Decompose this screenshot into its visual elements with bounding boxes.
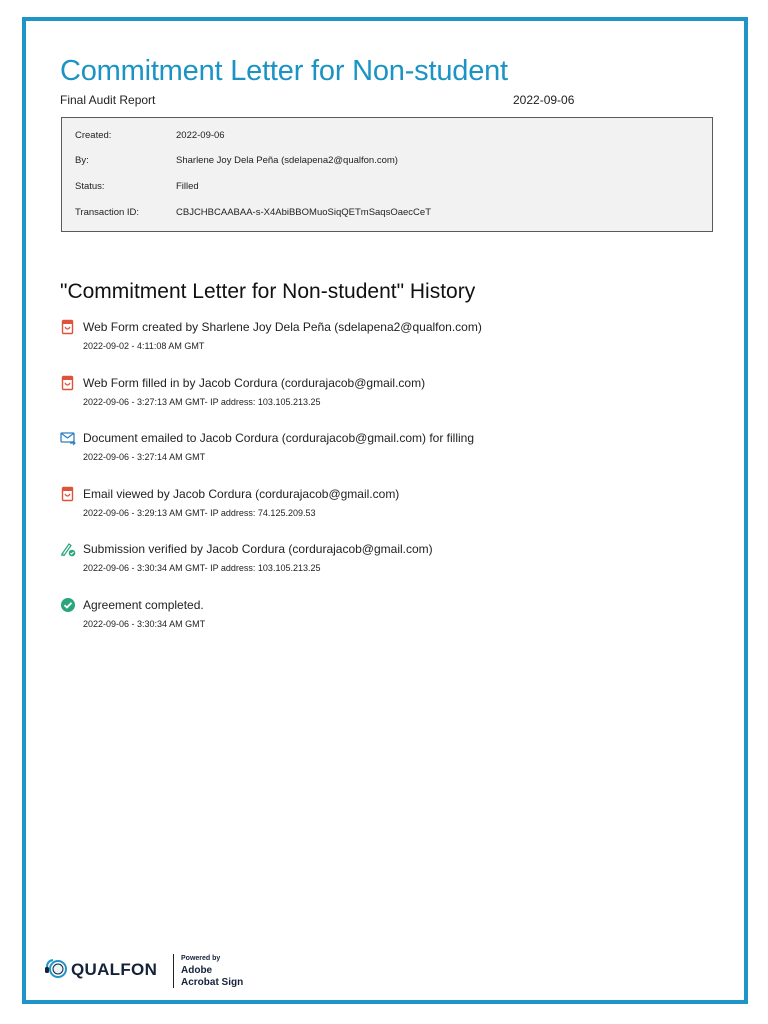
check-circle-icon: [60, 597, 76, 613]
adobe-acrobat-sign-logo: [181, 965, 243, 989]
event-timestamp: 2022-09-06 - 3:29:13 AM GMT- IP address: 74.125.209.53: [83, 508, 316, 518]
event-timestamp: 2022-09-06 - 3:30:34 AM GMT- IP address: 103.105.213.25: [83, 563, 321, 573]
event-description: Web Form created by Sharlene Joy Dela Peña (sdelapena2@qualfon.com): [83, 320, 482, 334]
event-description: Email viewed by Jacob Cordura (cordurajacob@gmail.com): [83, 487, 400, 501]
event-description: Web Form filled in by Jacob Cordura (cordurajacob@gmail.com): [83, 376, 426, 390]
summary-label: Created:: [75, 130, 112, 141]
history-event: [60, 430, 720, 470]
summary-row-transaction-id: [62, 207, 712, 225]
history-event: [60, 541, 720, 581]
event-description: Document emailed to Jacob Cordura (cordurajacob@gmail.com) for filling: [83, 431, 475, 445]
event-timestamp: 2022-09-06 - 3:27:13 AM GMT- IP address: 103.105.213.25: [83, 397, 321, 407]
footer: [44, 950, 264, 990]
footer-divider: [173, 954, 174, 988]
event-description: Agreement completed.: [83, 598, 204, 612]
product-name-line1: Adobe: [181, 965, 213, 976]
summary-value: 2022-09-06: [176, 130, 225, 141]
event-timestamp: 2022-09-06 - 3:30:34 AM GMT: [83, 619, 206, 629]
product-name-line2: Acrobat Sign: [181, 977, 244, 988]
qualfon-logo-icon: [44, 958, 70, 985]
history-event: [60, 597, 720, 637]
summary-label: By:: [75, 155, 89, 166]
summary-row-by: [62, 155, 712, 173]
document-icon: [60, 486, 76, 502]
document-icon: [60, 319, 76, 335]
email-icon: [60, 430, 76, 446]
report-label: Final Audit Report: [60, 93, 156, 107]
summary-label: Transaction ID:: [75, 207, 140, 218]
powered-by-label: Powered by: [181, 955, 221, 962]
verified-pen-icon: [60, 541, 76, 557]
event-description: Submission verified by Jacob Cordura (cordurajacob@gmail.com): [83, 542, 433, 556]
report-date: 2022-09-06: [513, 93, 575, 107]
summary-value: Filled: [176, 181, 199, 192]
document-title: Commitment Letter for Non-student: [60, 55, 508, 87]
event-timestamp: 2022-09-06 - 3:27:14 AM GMT: [83, 452, 206, 462]
history-event: [60, 486, 720, 526]
event-timestamp: 2022-09-02 - 4:11:08 AM GMT: [83, 341, 205, 351]
company-logo-text: QUALFON: [71, 960, 158, 979]
document-icon: [60, 375, 76, 391]
history-event: [60, 319, 720, 359]
history-title: "Commitment Letter for Non-student" History: [60, 280, 476, 303]
summary-row-status: [62, 181, 712, 199]
history-event: [60, 375, 720, 415]
summary-label: Status:: [75, 181, 105, 192]
summary-value: Sharlene Joy Dela Peña (sdelapena2@qualfon.com): [176, 155, 398, 166]
summary-value: CBJCHBCAABAA-s-X4AbiBBOMuoSiqQETmSaqsOaecCeT: [176, 207, 431, 218]
summary-box: [61, 117, 713, 232]
summary-row-created: [62, 130, 712, 148]
